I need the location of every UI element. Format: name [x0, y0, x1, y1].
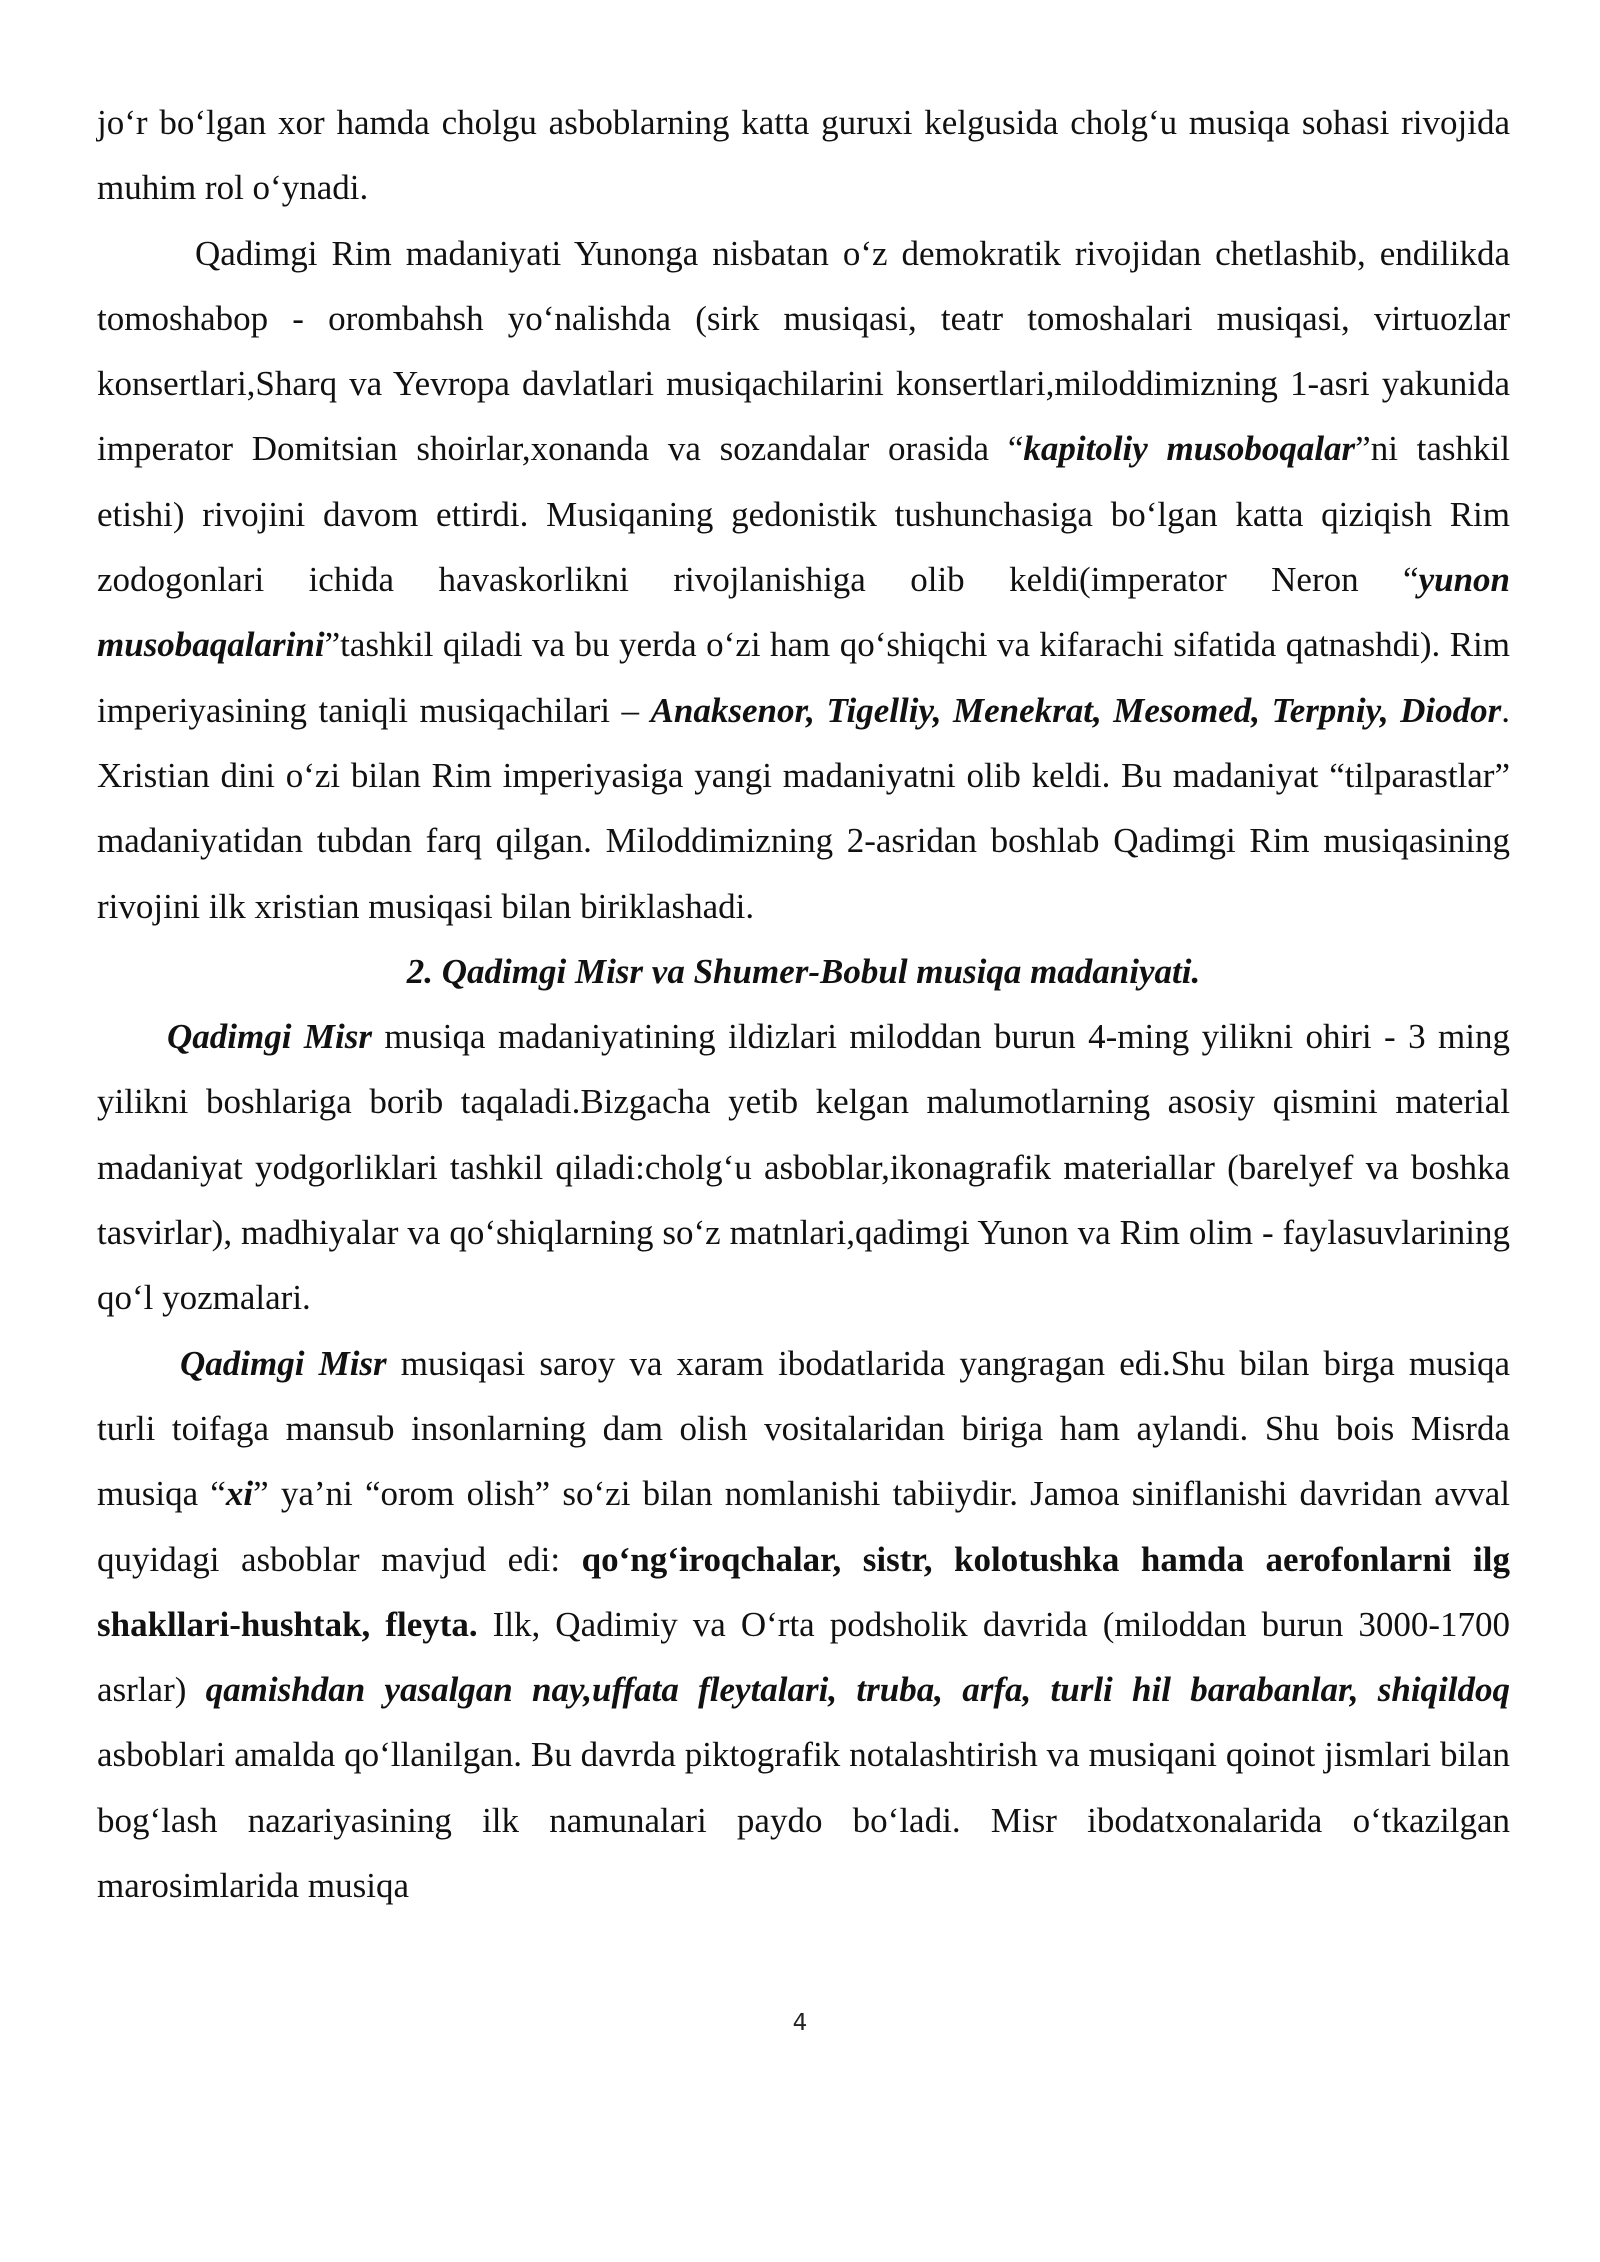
paragraph-2-text-2: ”ni tashkil etishi) rivojini davom ettirdi. Musiqaning gedonistik tushunchasiga bo‘lgan katta qiziqish Rim zodogonlari ichida havaskorlikni rivojlanishiga olib keldi(imperator Neron “	[97, 429, 1510, 600]
section-heading: 2. Qadimgi Misr va Shumer-Bobul musiqa madaniyati.	[406, 951, 1201, 991]
paragraph-2-text-3: ”tashkil qiladi va bu yerda o‘zi ham qo‘shiqchi va kifarachi sifatida qatnashdi). Rim imperiyasining taniqli musiqachilari –	[97, 625, 1510, 730]
emphasis-yunon: yunon musobaqalarini	[97, 560, 1510, 665]
emphasis-musicians: Anaksenor, Tigelliy, Menekrat, Mesomed, Terpniy, Diodor	[650, 690, 1502, 730]
paragraph-2	[97, 221, 1510, 939]
paragraph-4	[97, 1331, 1510, 1919]
emphasis-qadimgi-misr-1: Qadimgi Misr	[167, 1017, 372, 1057]
emphasis-instruments: qamishdan yasalgan nay,uffata fleytalari, truba, arfa, turli hil barabanlar, shiqildoq	[205, 1670, 1510, 1710]
emphasis-qadimgi-misr-2: Qadimgi Misr	[180, 1343, 387, 1383]
page-number: 4	[792, 2010, 808, 2036]
emphasis-kapitoliy: kapitoliy musoboqalar	[1023, 429, 1356, 469]
paragraph-4-text-1: musiqasi saroy va xaram ibodatlarida yangragan edi.Shu bilan birga musiqa turli toifaga mansub insonlarning dam olish vositalaridan biriga ham aylandi. Shu bois Misrda musiqa “	[97, 1343, 1510, 1514]
paragraph-4-text-2: ” ya’ni “orom olish” so‘zi bilan nomlanishi tabiiydir. Jamoa siniflanishi davridan avval quyidagi asboblar mavjud edi:	[97, 1474, 1511, 1579]
paragraph-2-text-4: . Xristian dini o‘zi bilan Rim imperiyasiga yangi madaniyatni olib keldi. Bu madaniyat “tilparastlar” madaniyatidan tubdan farq qilgan. Miloddimizning 2-asridan boshlab Qadimgi Rim musiqasining rivojini ilk xristian musiqasi bilan biriklashadi.	[97, 690, 1510, 926]
paragraph-2-text-1: Qadimgi Rim madaniyati Yunonga nisbatan o‘z demokratik rivojidan chetlashib, endilikda tomoshabop - orombahsh yo‘nalishda (sirk musiqasi, teatr tomoshalari musiqasi, virtuozlar konsertlari,Sharq va Yevropa davlatlari musiqachilarini konsertlari,miloddimizning 1-asri yakunida imperator Domitsian shoirlar,xonanda va sozandalar orasida “	[97, 233, 1510, 469]
paragraph-1-text: jo‘r bo‘lgan xor hamda cholgu asboblarning katta guruxi kelgusida cholg‘u musiqa sohasi rivojida muhim rol o‘ynadi.	[97, 103, 1510, 208]
paragraph-3	[97, 1004, 1510, 1330]
paragraph-4-text-3: Ilk, Qadimiy va O‘rta podsholik davrida (miloddan burun 3000-1700 asrlar)	[97, 1604, 1510, 1710]
paragraph-3-text: musiqa madaniyatining ildizlari miloddan burun 4-ming yilikni ohiri - 3 ming yilikni boshlariga borib taqaladi.Bizgacha yetib kelgan malumotlarning asosiy qismini material madaniyat yodgorliklari tashkil qiladi:cholg‘u asboblar,ikonagrafik materiallar (barelyef va boshka tasvirlar), madhiyalar va qo‘shiqlarning so‘z matnlari,qadimgi Yunon va Rim olim - faylasuvlarining qo‘l yozmalari.	[97, 1017, 1510, 1318]
bold-instruments: qo‘ng‘iroqchalar, sistr, kolotushka hamda aerofonlarni ilg shakllari-hushtak, fleyta.	[97, 1539, 1510, 1644]
document-body	[97, 90, 1510, 1918]
paragraph-1	[97, 90, 1510, 221]
emphasis-xi: xi	[225, 1474, 254, 1514]
paragraph-4-text-4: asboblari amalda qo‘llanilgan. Bu davrda piktografik notalashtirish va musiqani qoinot jismlari bilan bog‘lash nazariyasining ilk namunalari paydo bo‘ladi. Misr ibodatxonalarida o‘tkazilgan marosimlarida musiqa	[97, 1735, 1510, 1906]
